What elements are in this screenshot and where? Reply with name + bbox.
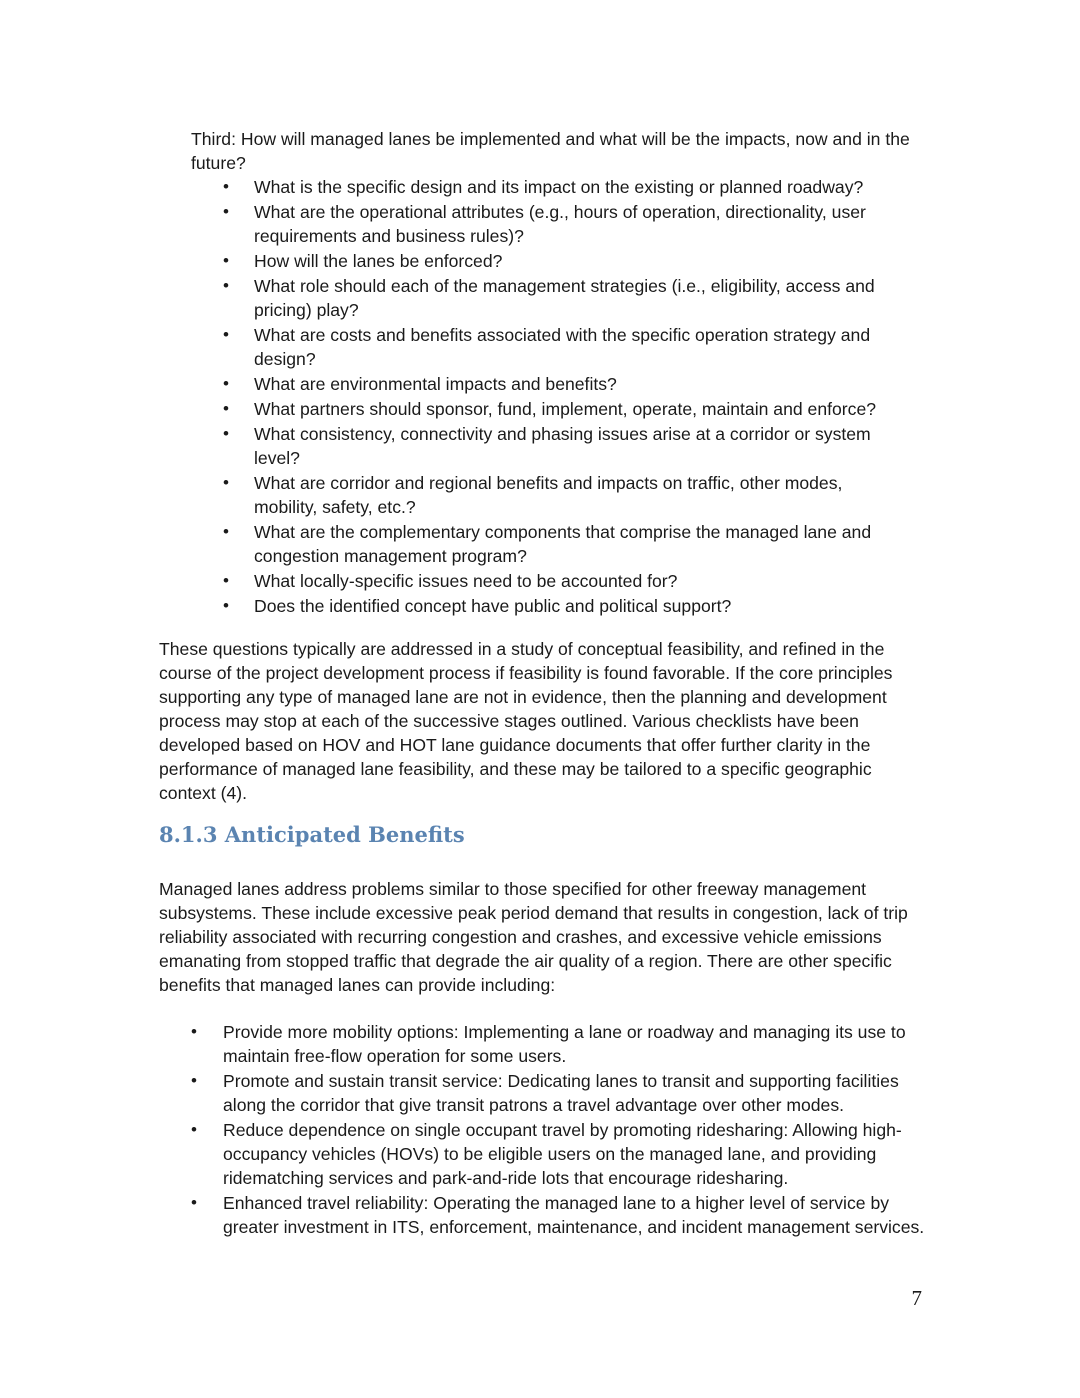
list-item — [191, 200, 891, 248]
list-item-text: What consistency, connectivity and phasing issues arise at a corridor or system level? — [254, 424, 871, 468]
list-item — [191, 520, 891, 568]
bullet-icon: • — [191, 1120, 197, 1139]
bullet-icon: • — [223, 276, 229, 295]
list-item — [191, 175, 891, 199]
list-item-text: What role should each of the management strategies (i.e., eligibility, access and pricing) play? — [254, 276, 875, 320]
list-item — [191, 471, 891, 519]
bullet-icon: • — [223, 473, 229, 492]
benefits-list — [159, 1020, 929, 1240]
bullet-icon: • — [223, 399, 229, 418]
body-paragraph: These questions typically are addressed in a study of conceptual feasibility, and refined in the course of the project development process if feasibility is found favorable. If the core principles supporting any type of managed lane are not in evidence, then the planning and development process may stop at each of the successive stages outlined. Various checklists have been developed based on HOV and HOT lane guidance documents that offer further clarity in the performance of managed lane feasibility, and these may be tailored to a specific geographic context (4). — [159, 639, 893, 803]
list-item-text: Does the identified concept have public and political support? — [254, 596, 732, 616]
page-number: 7 — [911, 1286, 922, 1310]
body-paragraph: Managed lanes address problems similar to those specified for other freeway management subsystems. These include excessive peak period demand that results in congestion, lack of trip reliability associated with recurring congestion and crashes, and excessive vehicle emissions emanating from stopped traffic that degrade the air quality of a region. There are other specific benefits that managed lanes can provide including: — [159, 879, 908, 995]
list-item — [191, 323, 891, 371]
section-heading: 8.1.3 Anticipated Benefits — [159, 822, 465, 847]
list-item — [191, 372, 891, 396]
list-item — [191, 249, 891, 273]
bullet-icon: • — [223, 522, 229, 541]
list-item — [191, 422, 891, 470]
bullet-icon: • — [223, 202, 229, 221]
list-item — [191, 594, 891, 618]
list-item-text: What are corridor and regional benefits and impacts on traffic, other modes, mobility, safety, etc.? — [254, 473, 843, 517]
list-item-text: Promote and sustain transit service: Dedicating lanes to transit and supporting facilities along the corridor that give transit patrons a travel advantage over other modes. — [223, 1071, 899, 1115]
list-item — [191, 397, 891, 421]
list-item-text: How will the lanes be enforced? — [254, 251, 503, 271]
bullet-icon: • — [191, 1071, 197, 1090]
bullet-icon: • — [223, 596, 229, 615]
bullet-icon: • — [191, 1193, 197, 1212]
list-item-text: What are the operational attributes (e.g., hours of operation, directionality, user requirements and business rules)? — [254, 202, 866, 246]
list-item — [191, 274, 891, 322]
list-item-text: What are costs and benefits associated with the specific operation strategy and design? — [254, 325, 871, 369]
list-item — [159, 1118, 929, 1190]
list-item — [159, 1020, 929, 1068]
intro-text: Third: How will managed lanes be implemented and what will be the impacts, now and in the future? — [191, 129, 910, 173]
list-item-text: Provide more mobility options: Implementing a lane or roadway and managing its use to maintain free-flow operation for some users. — [223, 1022, 906, 1066]
bullet-icon: • — [223, 251, 229, 270]
list-item-text: Enhanced travel reliability: Operating the managed lane to a higher level of service by greater investment in ITS, enforcement, maintenance, and incident management services. — [223, 1193, 925, 1237]
list-item-text: What are environmental impacts and benefits? — [254, 374, 617, 394]
list-item — [191, 569, 891, 593]
list-item — [159, 1069, 929, 1117]
list-item-text: What locally-specific issues need to be accounted for? — [254, 571, 678, 591]
bullet-icon: • — [223, 325, 229, 344]
list-item-text: What partners should sponsor, fund, implement, operate, maintain and enforce? — [254, 399, 877, 419]
list-item-text: What are the complementary components that comprise the managed lane and congestion management program? — [254, 522, 872, 566]
list-item — [159, 1191, 929, 1239]
bullet-icon: • — [191, 1022, 197, 1041]
list-item-text: What is the specific design and its impact on the existing or planned roadway? — [254, 177, 864, 197]
bullet-icon: • — [223, 424, 229, 443]
bullet-icon: • — [223, 177, 229, 196]
bullet-icon: • — [223, 374, 229, 393]
list-item-text: Reduce dependence on single occupant travel by promoting ridesharing: Allowing high-occupancy vehicles (HOVs) to be eligible users on the managed lane, and providing ridematching services and park-and-ride lots that encourage ridesharing. — [223, 1120, 902, 1188]
bullet-icon: • — [223, 571, 229, 590]
questions-list — [191, 175, 891, 619]
